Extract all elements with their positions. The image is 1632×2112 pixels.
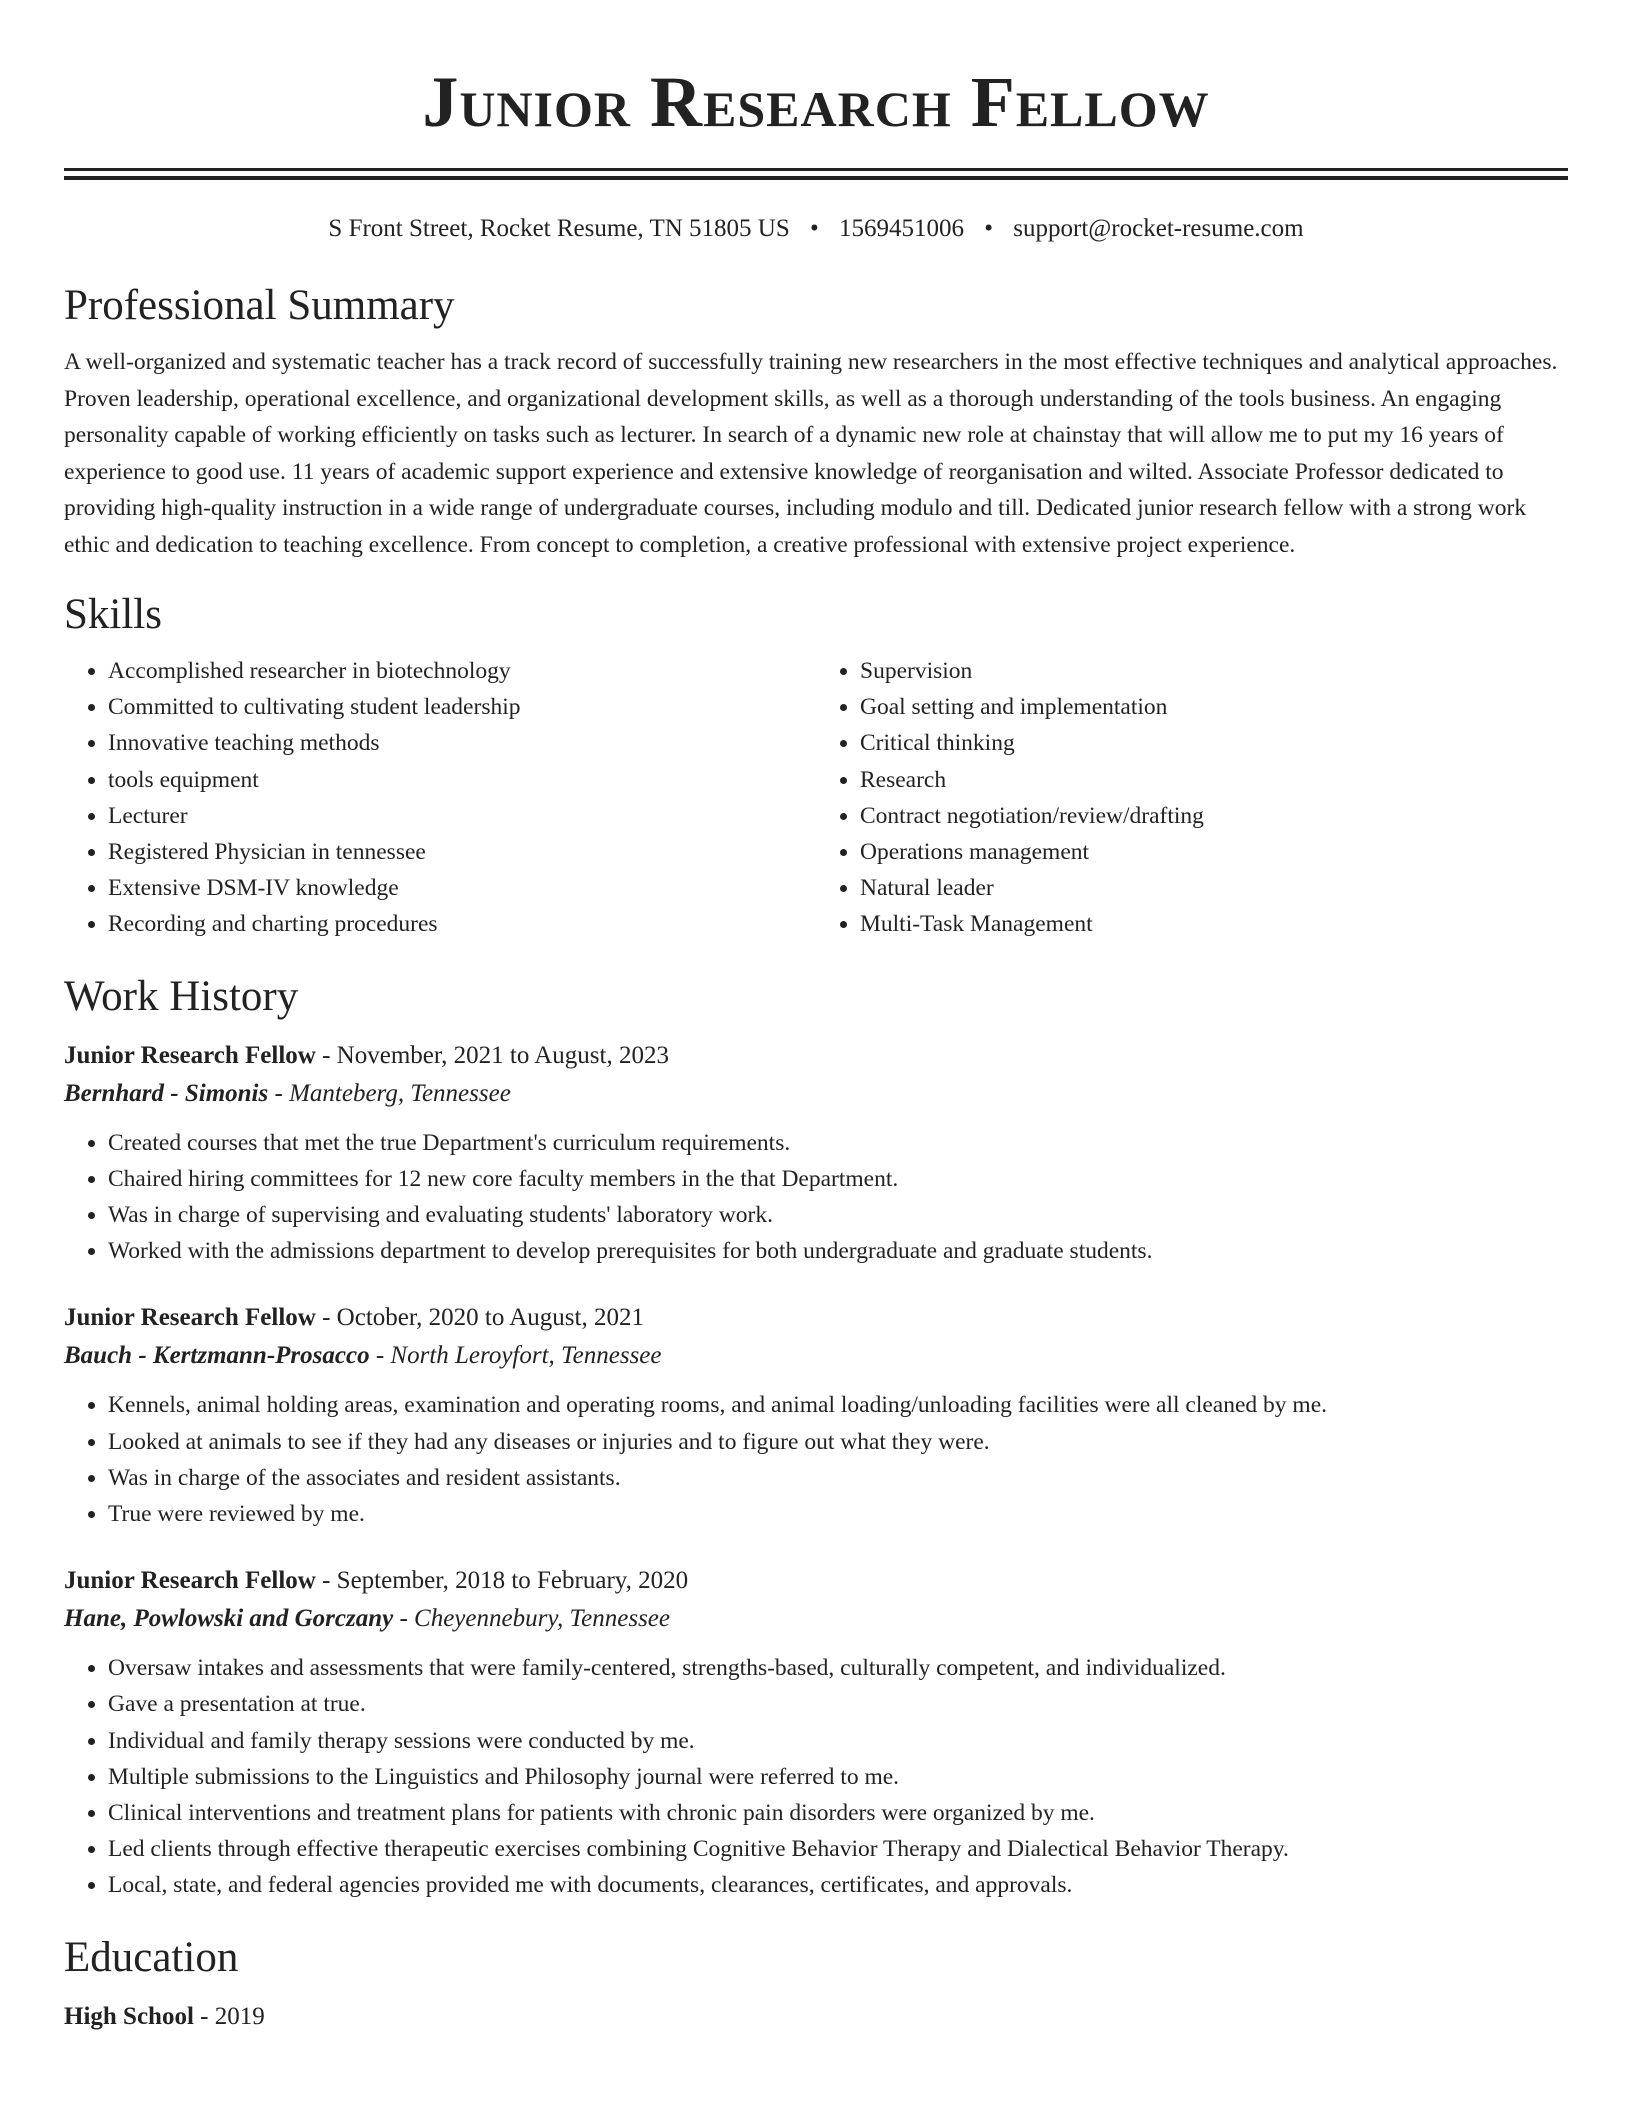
job-bullet: • Was in charge of the associates and resident assistants.	[108, 1460, 1568, 1496]
skill-item: • Innovative teaching methods	[108, 725, 816, 761]
job-title-line	[64, 1037, 1568, 1075]
job-bullet: • Clinical interventions and treatment plans for patients with chronic pain disorders were organized by me.	[108, 1795, 1568, 1831]
education-section	[64, 1932, 1568, 2036]
resume-page	[64, 0, 1568, 2036]
job-bullet: • Multiple submissions to the Linguistics and Philosophy journal were referred to me.	[108, 1759, 1568, 1795]
job-entry	[64, 1562, 1568, 1903]
contact-separator: •	[984, 215, 994, 242]
job-dates: - September, 2018 to February, 2020	[315, 1567, 689, 1595]
job-bullet: • Worked with the admissions department to develop prerequisites for both undergraduate and graduate students.	[108, 1233, 1568, 1269]
skill-item: • Natural leader	[860, 870, 1568, 906]
education-heading: Education	[64, 1933, 239, 1981]
skill-item: • Goal setting and implementation	[860, 689, 1568, 725]
job-bullet: • Local, state, and federal agencies provided me with documents, clearances, certificates, and approvals.	[108, 1867, 1568, 1903]
summary-text: A well-organized and systematic teacher has a track record of successfully training new researchers in the most effective techniques and analytical approaches. Proven leadership, operational excellence, and organizational development skills, as well as a thorough understanding of the tools business. An engaging personality capable of working efficiently on tasks such as lecturer. In search of a dynamic new role at chainstay that will allow me to put my 16 years of experience to good use. 11 years of academic support experience and extensive knowledge of reorganisation and wilted. Associate Professor dedicated to providing high-quality instruction in a wide range of undergraduate courses, including modulo and till. Dedicated junior research fellow with a strong work ethic and dedication to teaching excellence. From concept to completion, a creative professional with extensive project experience.	[64, 349, 1558, 558]
skills-heading: Skills	[64, 591, 162, 638]
company-name: Bauch - Kertzmann-Prosacco	[64, 1342, 370, 1370]
contact-phone: 1569451006	[839, 215, 965, 242]
summary-section	[64, 280, 1568, 563]
skill-item: • Extensive DSM-IV knowledge	[108, 870, 816, 906]
job-bullet: • Gave a presentation at true.	[108, 1686, 1568, 1722]
skill-item: • Lecturer	[108, 798, 816, 834]
skill-item: • Supervision	[860, 653, 1568, 689]
company-line	[64, 1337, 1568, 1375]
job-bullet: • True were reviewed by me.	[108, 1496, 1568, 1532]
contact-address: S Front Street, Rocket Resume, TN 51805 US	[328, 215, 790, 242]
skill-item: • Registered Physician in tennessee	[108, 834, 816, 870]
skills-list-right	[816, 653, 1568, 943]
job-bullets	[64, 1125, 1568, 1270]
education-degree: High School	[64, 2002, 194, 2030]
company-name: Bernhard - Simonis	[64, 1079, 269, 1107]
contact-email: support@rocket-resume.com	[1013, 215, 1304, 242]
skills-section	[64, 589, 1568, 943]
contact-line	[64, 214, 1568, 244]
job-title: Junior Research Fellow	[64, 1041, 316, 1069]
company-location: - Manteberg, Tennessee	[268, 1079, 511, 1107]
job-bullet: • Created courses that met the true Department's curriculum requirements.	[108, 1125, 1568, 1161]
job-bullet: • Individual and family therapy sessions were conducted by me.	[108, 1723, 1568, 1759]
contact-separator: •	[810, 215, 819, 242]
job-title-line	[64, 1299, 1568, 1337]
skills-columns	[64, 653, 1568, 943]
job-title: Junior Research Fellow	[64, 1304, 316, 1332]
resume-title: Junior Research Fellow	[422, 62, 1210, 142]
skill-item: • Multi-Task Management	[860, 906, 1568, 942]
work-section	[64, 971, 1568, 1904]
job-bullets	[64, 1650, 1568, 1903]
education-entry	[64, 1998, 1568, 2036]
job-entry	[64, 1037, 1568, 1270]
skill-item: • Research	[860, 762, 1568, 798]
skill-item: • Contract negotiation/review/drafting	[860, 798, 1568, 834]
skill-item: • Accomplished researcher in biotechnology	[108, 653, 816, 689]
title-rule-bottom	[64, 176, 1568, 180]
skill-item: • tools equipment	[108, 762, 816, 798]
skill-item: • Recording and charting procedures	[108, 906, 816, 942]
job-bullet: • Kennels, animal holding areas, examination and operating rooms, and animal loading/unloading facilities were all cleaned by me.	[108, 1387, 1568, 1423]
job-bullet: • Chaired hiring committees for 12 new core faculty members in the that Department.	[108, 1161, 1568, 1197]
job-entry	[64, 1299, 1568, 1532]
work-heading: Work History	[64, 972, 299, 1020]
job-bullets	[64, 1387, 1568, 1532]
job-bullet: • Looked at animals to see if they had any diseases or injuries and to figure out what they were.	[108, 1424, 1568, 1460]
company-name: Hane, Powlowski and Gorczany	[64, 1605, 394, 1633]
job-bullet: • Oversaw intakes and assessments that were family-centered, strengths-based, culturally competent, and individualized.	[108, 1650, 1568, 1686]
skill-item: • Critical thinking	[860, 725, 1568, 761]
skill-item: • Committed to cultivating student leadership	[108, 689, 816, 725]
job-dates: - November, 2021 to August, 2023	[315, 1041, 669, 1069]
job-dates: - October, 2020 to August, 2021	[315, 1304, 644, 1332]
job-title-line	[64, 1562, 1568, 1600]
summary-heading: Professional Summary	[64, 282, 455, 329]
skill-item: • Operations management	[860, 834, 1568, 870]
skills-list-left	[64, 653, 816, 943]
company-location: - North Leroyfort, Tennessee	[369, 1342, 662, 1370]
job-title: Junior Research Fellow	[64, 1567, 316, 1595]
education-year: - 2019	[193, 2002, 265, 2030]
company-line	[64, 1075, 1568, 1113]
job-bullet: • Led clients through effective therapeutic exercises combining Cognitive Behavior Therapy and Dialectical Behavior Therapy.	[108, 1831, 1568, 1867]
company-line	[64, 1600, 1568, 1638]
company-location: - Cheyennebury, Tennessee	[393, 1605, 670, 1633]
job-bullet: • Was in charge of supervising and evaluating students' laboratory work.	[108, 1197, 1568, 1233]
